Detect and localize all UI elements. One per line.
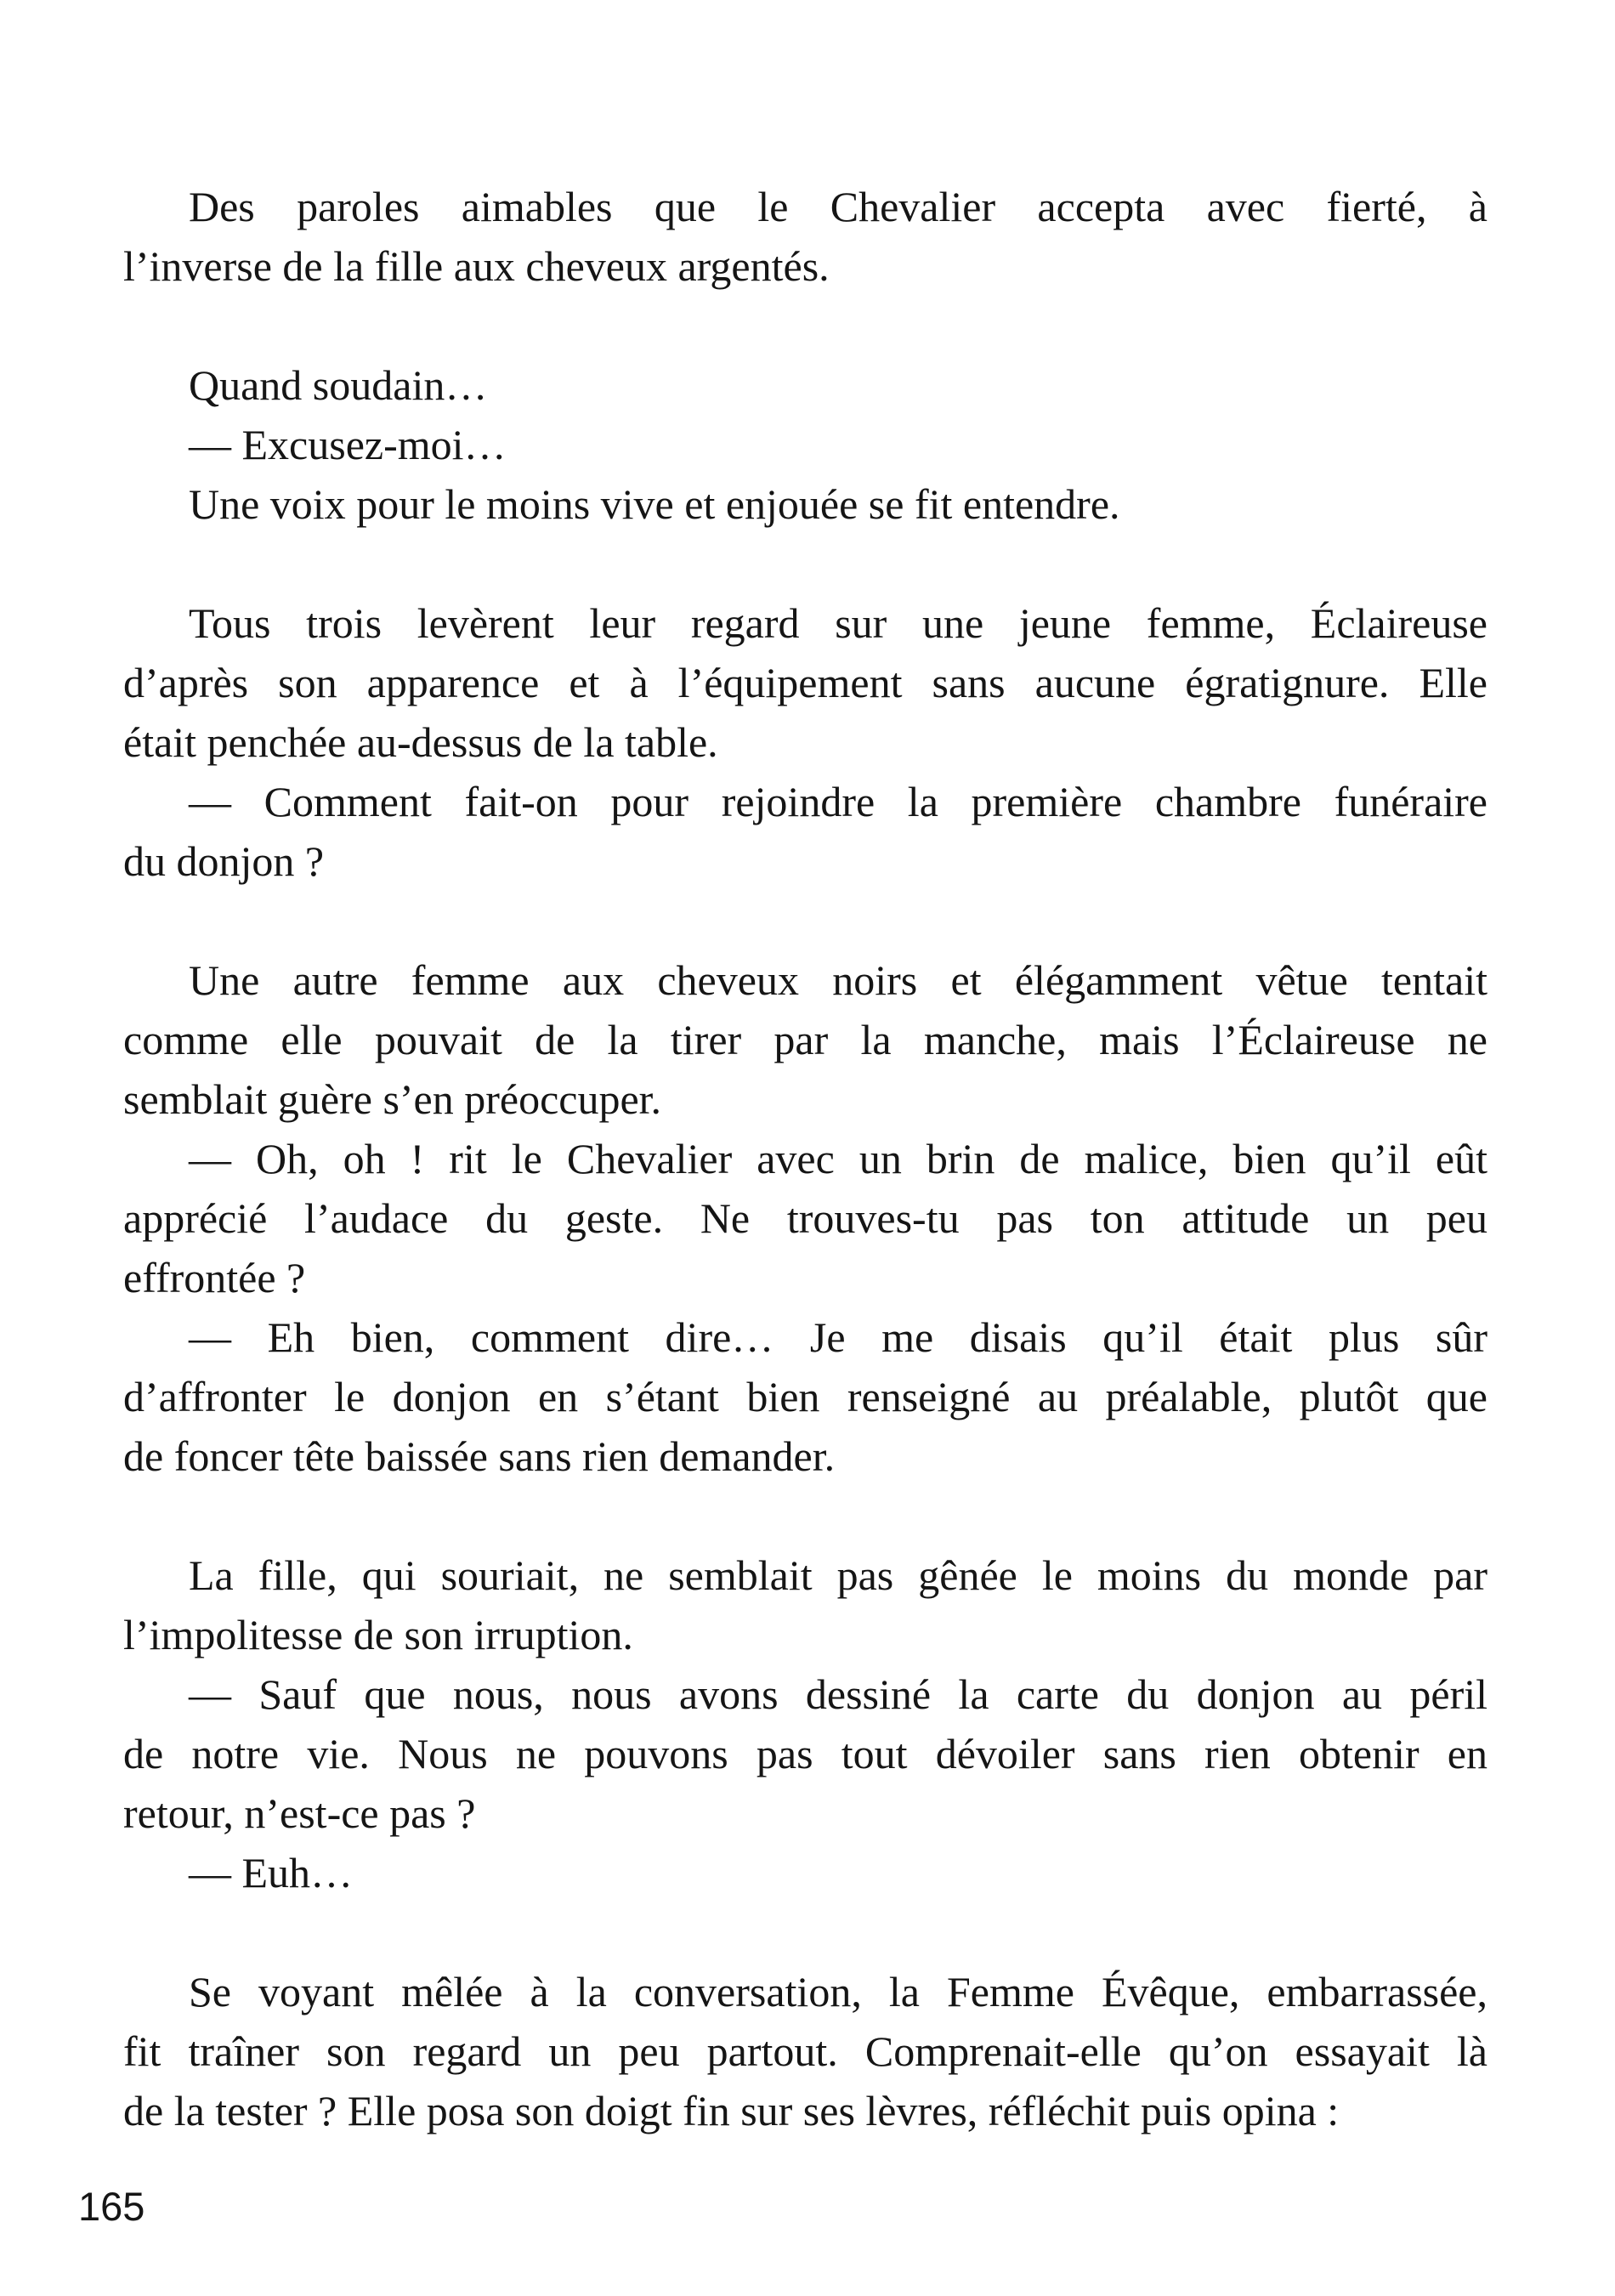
text-line: d’après son apparence et à l’équipement sans aucune égratignure. Elle xyxy=(123,659,1488,706)
text-line: Une voix pour le moins vive et enjouée se fit entendre. xyxy=(189,480,1120,528)
text-line: semblait guère s’en préoccuper. xyxy=(123,1075,662,1123)
text-line: d’affronter le donjon en s’étant bien renseigné au préalable, plutôt que xyxy=(123,1373,1488,1420)
text-line: apprécié l’audace du geste. Ne trouves-tu pas ton attitude un peu xyxy=(123,1194,1488,1242)
text-line: effrontée ? xyxy=(123,1254,306,1301)
text-line: Se voyant mêlée à la conversation, la Femme Évêque, embarrassée, xyxy=(189,1968,1488,2015)
text-line: — Euh… xyxy=(189,1849,354,1896)
paragraph-8 xyxy=(123,1129,1488,1307)
paragraph-5 xyxy=(123,593,1488,772)
paragraph-13 xyxy=(123,1962,1488,2140)
text-line: — Comment fait-on pour rejoindre la première chambre funéraire xyxy=(189,778,1488,825)
paragraph-7 xyxy=(123,950,1488,1129)
text-line: l’inverse de la fille aux cheveux argentés. xyxy=(123,242,830,290)
text-line: Quand soudain… xyxy=(189,361,488,409)
paragraph-4 xyxy=(123,474,1488,534)
text-line: était penchée au-dessus de la table. xyxy=(123,718,718,766)
text-line: de notre vie. Nous ne pouvons pas tout dévoiler sans rien obtenir en xyxy=(123,1730,1488,1777)
paragraph-12 xyxy=(123,1843,1488,1902)
paragraph-2 xyxy=(123,355,1488,415)
paragraph-9 xyxy=(123,1307,1488,1486)
text-line: Des paroles aimables que le Chevalier accepta avec fierté, à xyxy=(189,183,1488,230)
page-number: 165 xyxy=(78,2184,145,2229)
paragraph-3 xyxy=(123,415,1488,474)
paragraph-10 xyxy=(123,1545,1488,1664)
paragraph-1 xyxy=(123,177,1488,296)
text-line: comme elle pouvait de la tirer par la manche, mais l’Éclaireuse ne xyxy=(123,1016,1488,1063)
text-line: du donjon ? xyxy=(123,837,325,885)
text-line: — Oh, oh ! rit le Chevalier avec un brin de malice, bien qu’il eût xyxy=(189,1135,1488,1182)
text-line: de foncer tête baissée sans rien demander. xyxy=(123,1432,836,1480)
text-line: — Eh bien, comment dire… Je me disais qu’il était plus sûr xyxy=(189,1313,1488,1361)
paragraph-6 xyxy=(123,772,1488,891)
text-line: — Sauf que nous, nous avons dessiné la carte du donjon au péril xyxy=(189,1670,1488,1718)
text-line: l’impolitesse de son irruption. xyxy=(123,1611,633,1658)
text-line: La fille, qui souriait, ne semblait pas gênée le moins du monde par xyxy=(189,1551,1488,1599)
paragraph-11 xyxy=(123,1664,1488,1843)
text-line: Une autre femme aux cheveux noirs et élégamment vêtue tentait xyxy=(189,956,1488,1004)
text-line: Tous trois levèrent leur regard sur une jeune femme, Éclaireuse xyxy=(189,599,1488,647)
text-line: retour, n’est-ce pas ? xyxy=(123,1789,476,1837)
text-line: de la tester ? Elle posa son doigt fin sur ses lèvres, réfléchit puis opina : xyxy=(123,2087,1340,2134)
page-text-block xyxy=(123,177,1488,2140)
text-line: fit traîner son regard un peu partout. Comprenait-elle qu’on essayait là xyxy=(123,2027,1488,2075)
text-line: — Excusez-moi… xyxy=(189,421,507,468)
